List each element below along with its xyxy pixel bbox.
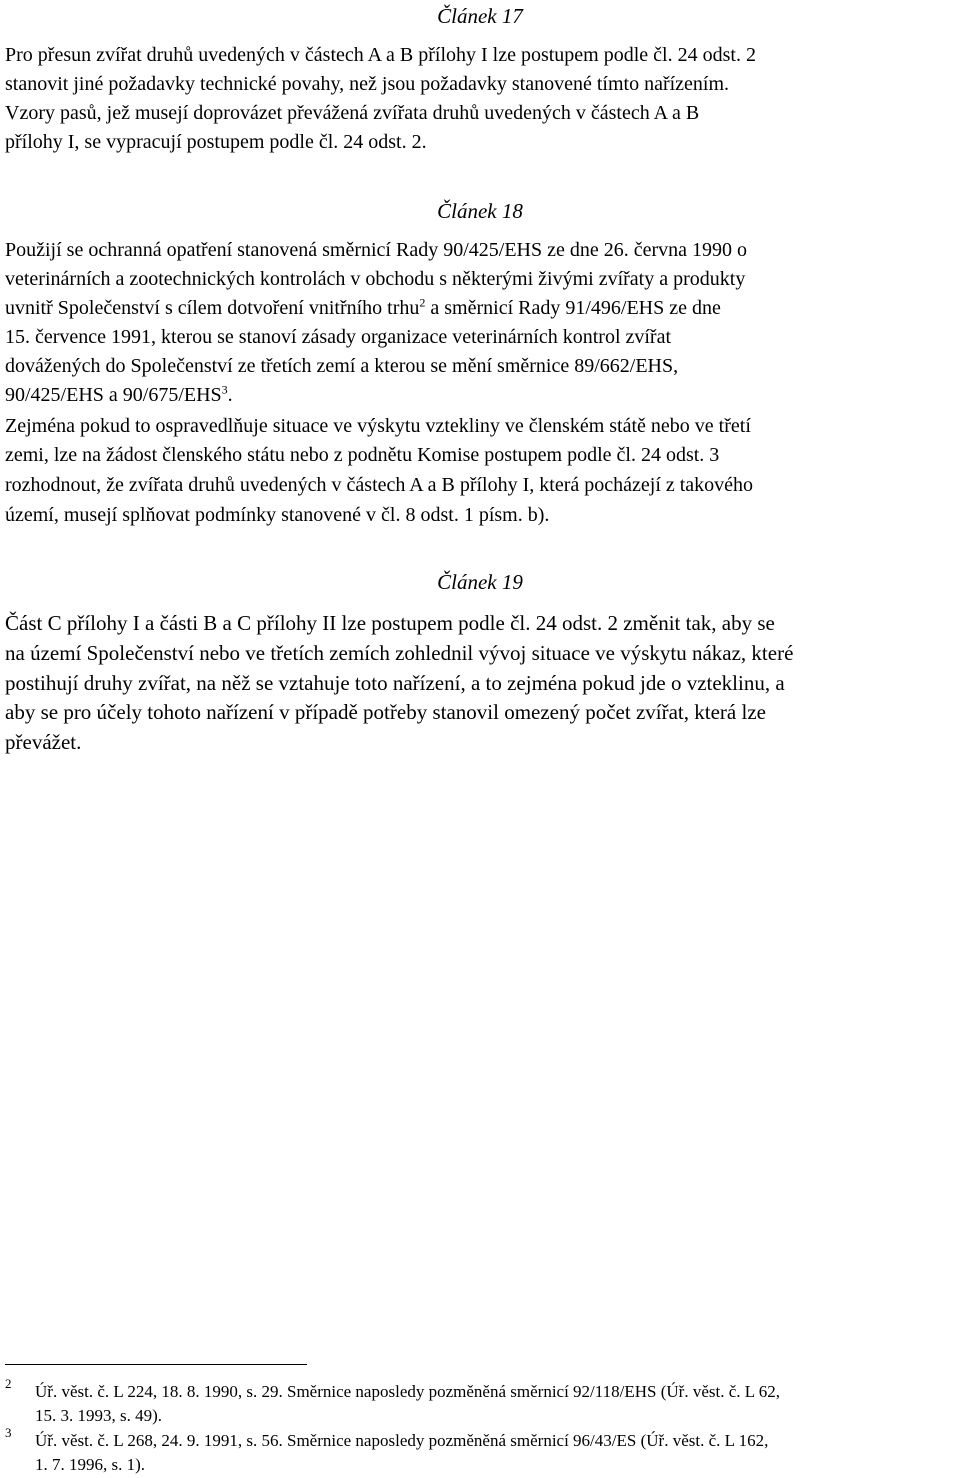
text-line: Použijí se ochranná opatření stanovená směrnicí Rady 90/425/EHS ze dne 26. června 1990 o [5, 239, 748, 261]
text-line: Zejména pokud to ospravedlňuje situace ve výskytu vztekliny ve členském státě nebo ve třetí [5, 415, 751, 437]
text-line: veterinárních a zootechnických kontrolách v obchodu s některými živými zvířaty a produkty [5, 268, 746, 290]
footnote-line: 1. 7. 1996, s. 1). [35, 1455, 146, 1474]
article-heading: Článek 19 [437, 570, 523, 594]
text-line: dovážených do Společenství ze třetích zemí a kterou se mění směrnice 89/662/EHS, [5, 355, 679, 377]
text-line: 15. července 1991, kterou se stanoví zásady organizace veterinárních kontrol zvířat [5, 326, 672, 348]
text-line: převážet. [5, 730, 82, 754]
footnote-number: 3 [5, 1425, 12, 1440]
footnote-line: Úř. věst. č. L 268, 24. 9. 1991, s. 56. Směrnice naposledy pozměněná směrnicí 96/43/ES (Úř. věst. č. L 162, [35, 1431, 769, 1450]
footnote-line: Úř. věst. č. L 224, 18. 8. 1990, s. 29. Směrnice naposledy pozměněná směrnicí 92/118/EHS (Úř. věst. č. L 62, [35, 1382, 781, 1401]
text-line: Vzory pasů, jež musejí doprovázet převážená zvířata druhů uvedených v částech A a B [5, 102, 700, 124]
text-line: uvnitř Společenství s cílem dotvoření vnitřního trhu$^2$ a směrnicí Rady 91/496/EHS ze dne [5, 295, 721, 319]
footnote-separator [5, 1364, 307, 1365]
footnote-line: 15. 3. 1993, s. 49). [35, 1406, 163, 1425]
article-heading: Článek 18 [437, 199, 523, 223]
text-line: rozhodnout, že zvířata druhů uvedených v částech A a B přílohy I, která pocházejí z takového [5, 474, 754, 496]
text-line: na území Společenství nebo ve třetích zemích zohlednil vývoj situace ve výskytu nákaz, které [5, 641, 794, 665]
text-line: Část C přílohy I a části B a C přílohy II lze postupem podle čl. 24 odst. 2 změnit tak, aby se [5, 611, 775, 635]
text-line: stanovit jiné požadavky technické povahy, než jsou požadavky stanovené tímto nařízením. [5, 73, 730, 95]
footnote-number: 2 [5, 1376, 12, 1391]
footnote-ref-3: 3 [221, 382, 228, 397]
text-line: území, musejí splňovat podmínky stanovené v čl. 8 odst. 1 písm. b). [5, 504, 550, 526]
text-line: přílohy I, se vypracují postupem podle čl. 24 odst. 2. [5, 131, 427, 153]
text-line: zemi, lze na žádost členského státu nebo z podnětu Komise postupem podle čl. 24 odst. 3 [5, 444, 720, 466]
text-line: 90/425/EHS a 90/675/EHS$^3$. [5, 382, 233, 406]
footnote-ref-2: 2 [419, 295, 426, 310]
text-line: postihují druhy zvířat, na něž se vztahuje toto nařízení, a to zejména pokud jde o vzteklinu, a [5, 671, 785, 695]
article-heading: Článek 17 [437, 4, 523, 28]
text-line: Pro přesun zvířat druhů uvedených v částech A a B přílohy I lze postupem podle čl. 24 odst. 2 [5, 44, 756, 66]
text-line: aby se pro účely tohoto nařízení v případě potřeby stanovil omezený počet zvířat, která lze [5, 700, 766, 724]
